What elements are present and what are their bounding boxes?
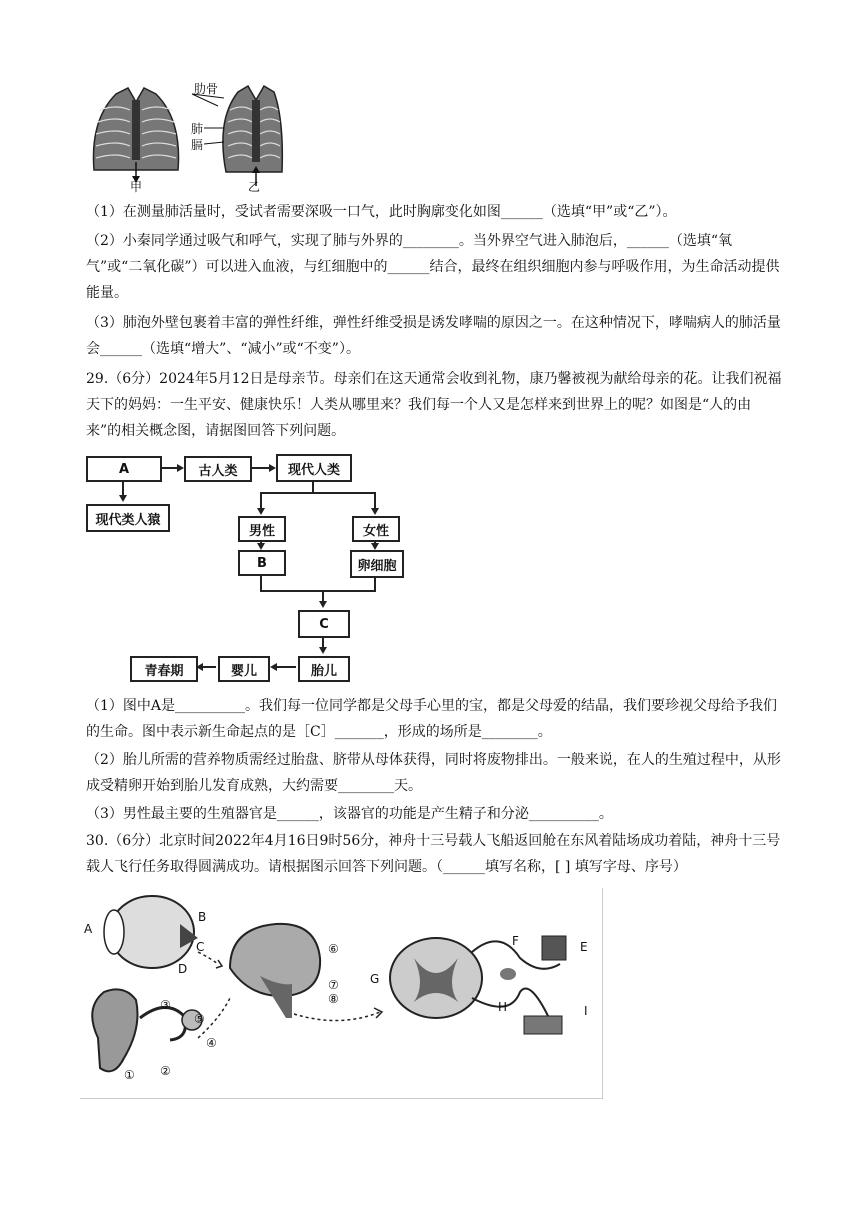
label-g: G (370, 972, 380, 986)
jia-label: 甲 (130, 180, 143, 194)
label-n7: ⑦ (328, 978, 339, 992)
q29-part1: （1）图中A是__________。我们每一位同学都是父母手心里的宝，都是父母爱的结晶，我们要珍视父母给予我们的生命。图中表示新生命起点的是［C］_______，形成的场所是________。 (86, 698, 778, 740)
label-n2: ② (160, 1064, 171, 1078)
box-ancient-humans: 古人类 (184, 456, 252, 482)
diaphragm-label: 膈 (191, 138, 204, 152)
q30-intro: 30.（6分）北京时间2022年4月16日9时56分，神舟十三号载人飞船返回舱在东风着陆场成功着陆，神舟十三号载人飞行任务取得圆满成功。请根据图示回答下列问题。（______填写名称，[ ] 填写字母、序号） (86, 833, 781, 875)
box-baby: 婴儿 (218, 656, 270, 682)
q29-intro: 29.（6分）2024年5月12日是母亲节。母亲们在这天通常会收到礼物，康乃馨被视为献给母亲的花。让我们祝福天下的妈妈：一生平安、健康快乐！人类从哪里来？我们每一个人又是怎样来到世界上的呢？如图是“人的由来”的相关概念图，请据图回答下列问题。 (86, 371, 782, 439)
label-a: A (84, 922, 93, 936)
ribs-label: 肋骨 (194, 82, 219, 96)
box-c: C (298, 610, 350, 638)
thorax-illustration (86, 80, 286, 192)
box-fetus: 胎儿 (298, 656, 350, 682)
label-n3: ③ (160, 998, 171, 1012)
label-h: H (498, 1000, 508, 1014)
lung-label: 肺 (191, 122, 204, 136)
label-e: E (580, 940, 588, 954)
box-female: 女性 (352, 516, 400, 542)
q28-part1: （1）在测量肺活量时，受试者需要深吸一口气，此时胸廓变化如图______（选填“甲”或“乙”）。 (86, 204, 677, 220)
label-d: D (178, 962, 188, 976)
label-i: I (584, 1004, 588, 1018)
q28-part3: （3）肺泡外壁包裹着丰富的弹性纤维，弹性纤维受损是诱发哮喘的原因之一。在这种情况下，哮喘病人的肺活量会______（选填“增大”、“减小”或“不变”）。 (86, 315, 781, 357)
nervous-system-figure (80, 888, 603, 1099)
box-modern-humans: 现代人类 (276, 454, 352, 482)
label-f: F (512, 934, 519, 948)
label-n5: ⑤ (194, 1012, 205, 1026)
yi-label: 乙 (248, 180, 261, 194)
label-n8: ⑧ (328, 992, 339, 1006)
label-n4: ④ (206, 1036, 217, 1050)
origin-of-humans-diagram (86, 448, 406, 688)
label-b: B (198, 910, 207, 924)
box-puberty: 青春期 (130, 656, 198, 682)
label-n1: ① (124, 1068, 135, 1082)
box-a: A (86, 456, 162, 482)
q28-part2: （2）小秦同学通过吸气和呼气，实现了肺与外界的________。当外界空气进入肺泡后，______（选填“氧气”或“二氧化碳”）可以进入血液，与红细胞中的______结合，最终在组织细胞内参与呼吸作用，为生命活动提供能量。 (86, 233, 780, 301)
label-n6: ⑥ (328, 942, 339, 956)
box-male: 男性 (238, 516, 286, 542)
box-egg-cell: 卵细胞 (350, 550, 404, 578)
box-b: B (238, 550, 286, 576)
nervous-system-illustration (80, 888, 602, 1098)
q29-part3: （3）男性最主要的生殖器官是______，该器官的功能是产生精子和分泌__________。 (86, 806, 613, 822)
lungs-figure (86, 80, 286, 192)
label-c: C (196, 940, 205, 954)
q29-part2: （2）胎儿所需的营养物质需经过胎盘、脐带从母体获得，同时将废物排出。一般来说，在人的生殖过程中，从形成受精卵开始到胎儿发育成熟，大约需要________天。 (86, 752, 781, 794)
box-modern-apes: 现代类人猿 (86, 504, 170, 532)
